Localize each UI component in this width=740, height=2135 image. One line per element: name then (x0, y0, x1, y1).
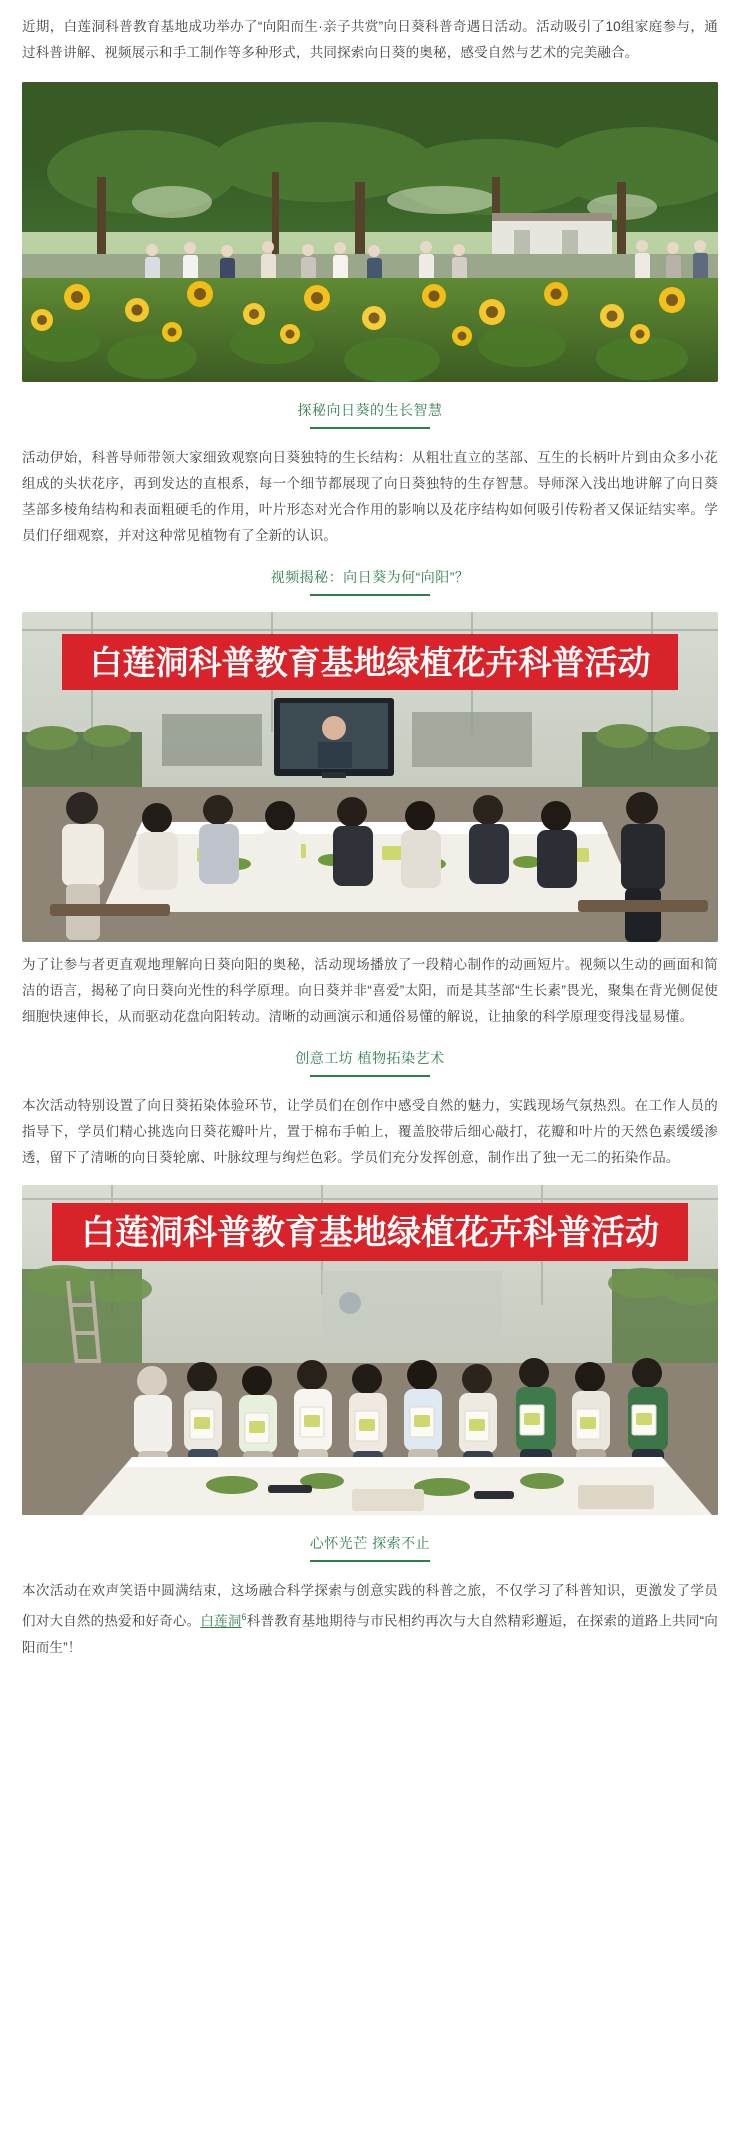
svg-text:白莲洞科普教育基地绿植花卉科普活动: 白莲洞科普教育基地绿植花卉科普活动 (89, 643, 651, 682)
paragraph-closing (22, 1578, 718, 1661)
section-title-2 (22, 567, 718, 596)
section-title-1 (22, 400, 718, 429)
sunflower-garden-photo (22, 82, 718, 382)
link-superscript: 6 (241, 1612, 247, 1622)
svg-text:白莲洞科普教育基地绿植花卉科普活动: 白莲洞科普教育基地绿植花卉科普活动 (81, 1213, 659, 1253)
closing-text-after: 科普教育基地期待与市民相约再次与大自然精彩邂逅，在探索的道路上共同“向阳而生”！ (22, 1613, 718, 1655)
section-title-3-text: 创意工坊 植物拓染艺术 (295, 1050, 445, 1066)
paragraph-video: 为了让参与者更直观地理解向日葵向阳的奥秘，活动现场播放了一段精心制作的动画短片。视频以生动的画面和简洁的语言，揭秘了向日葵向光性的科学原理。向日葵并非“喜爱”太阳，而是其茎部“生长素”畏光，聚集在背光侧促使细胞快速伸长，从而驱动花盘向阳转动。清晰的动画演示和通俗易懂的解说，让抽象的科学原理变得浅显易懂。 (22, 957, 718, 1024)
section-title-4-text: 心怀光芒 探索不止 (309, 1535, 431, 1551)
section-title-1-text: 探秘向日葵的生长智慧 (297, 402, 443, 418)
section-title-4 (22, 1533, 718, 1562)
paragraph-workshop: 本次活动特别设置了向日葵拓染体验环节，让学员们在创作中感受自然的魅力，实践现场气氛热烈。在工作人员的指导下，学员们精心挑选向日葵花瓣叶片，置于棉布手帕上，覆盖胶带后细心敲打，花瓣和叶片的天然色素缓缓渗透，留下了清晰的向日葵轮廓、叶脉纹理与绚烂色彩。学员们充分发挥创意，制作出了独一无二的拓染作品。 (22, 1098, 718, 1165)
closing-text-before: 本次活动在欢声笑语中圆满结束，这场融合科学探索与创意实践的科普之旅，不仅学习了科普知识，更激发了学员们对大自然的热爱和好奇心。 (22, 1583, 718, 1629)
workshop-group-photo (22, 1185, 718, 1515)
title-underline (310, 594, 430, 596)
video-lecture-photo (22, 612, 718, 942)
title-underline (310, 1075, 430, 1077)
paragraph-intro: 近期，白莲洞科普教育基地成功举办了“向阳而生·亲子共赏”向日葵科普奇遇日活动。活动吸引了10组家庭参与，通过科普讲解、视频展示和手工制作等多种形式，共同探索向日葵的奥秘，感受自然与艺术的完美融合。 (22, 19, 718, 60)
title-underline (310, 427, 430, 429)
section-title-3 (22, 1048, 718, 1077)
paragraph-growth: 活动伊始，科普导师带领大家细致观察向日葵独特的生长结构：从粗壮直立的茎部、互生的长柄叶片到由众多小花组成的头状花序，再到发达的直根系，每一个细节都展现了向日葵独特的生存智慧。导师深入浅出地讲解了向日葵茎部多棱角结构和表面粗硬毛的作用，叶片形态对光合作用的影响以及花序结构如何吸引传粉者又保证结实率。学员们仔细观察，并对这种常见植物有了全新的认识。 (22, 450, 718, 543)
section-title-2-text: 视频揭秘：向日葵为何“向阳”？ (270, 569, 470, 585)
bailiandong-link[interactable]: 白莲洞 (200, 1613, 242, 1629)
title-underline (310, 1560, 430, 1562)
